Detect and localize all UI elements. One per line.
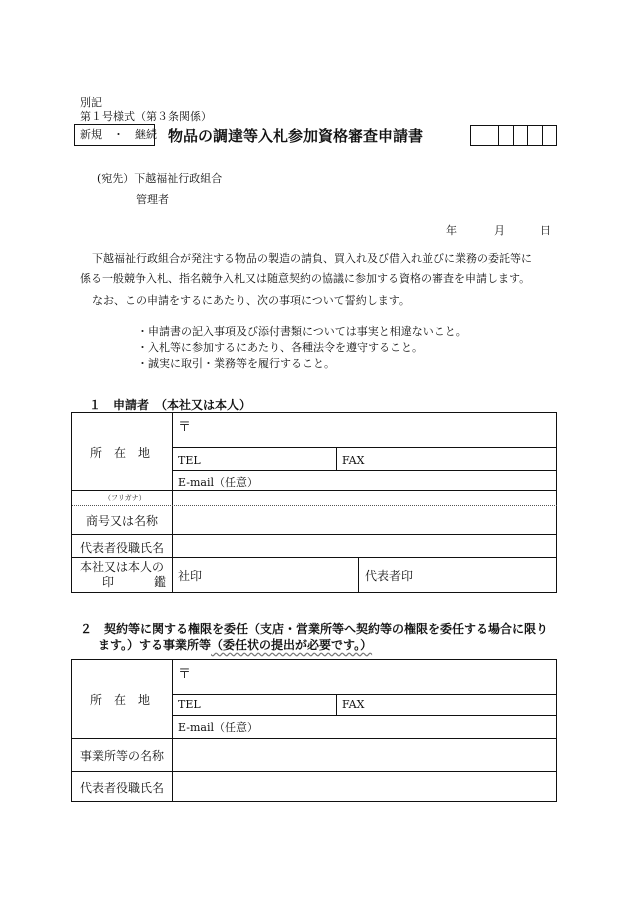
s1-furigana-label: （フリガナ） [104, 494, 146, 502]
s1-representative-label: 代表者役職氏名 [80, 541, 165, 555]
s2-email-field[interactable]: E-mail（任意） [178, 721, 258, 734]
section1-heading: １ 申請者 （本社又は本人） [89, 398, 252, 412]
s2-address-label: 所 在 地 [90, 693, 151, 707]
application-type-text: 新規 ・ 継続 [80, 128, 157, 141]
form-number: 第１号様式（第３条関係） [80, 110, 212, 123]
s2-fax-field[interactable]: FAX [342, 698, 365, 711]
section2-heading-main: ます。）する事業所等 [98, 638, 212, 652]
s2-office-name-label: 事業所等の名称 [80, 749, 165, 763]
applicant-table [71, 412, 557, 593]
s1-company-name-label: 商号又は名称 [86, 514, 159, 528]
section2-delegation-note: （委任状の提出が必要です。） [211, 638, 373, 652]
appendix-label: 別記 [80, 96, 102, 109]
s1-seal-label-in: 印 [102, 575, 115, 589]
addressee-org: (宛先）下越福祉行政組合 [97, 172, 223, 185]
pledge-item-3: ・誠実に取引・業務等を履行すること。 [137, 357, 335, 370]
date-year: 年 [446, 224, 457, 237]
s1-tel-field[interactable]: TEL [178, 454, 201, 467]
s2-representative-label: 代表者役職氏名 [80, 781, 165, 795]
s1-postal-field[interactable]: 〒 [178, 420, 192, 435]
section2-heading-line1: ２ 契約等に関する権限を委任（支店・営業所等へ契約等の権限を委任する場合に限り [80, 622, 549, 636]
s1-fax-field[interactable]: FAX [342, 454, 365, 467]
document-title: 物品の調達等入札参加資格審査申請書 [168, 127, 424, 145]
pledge-item-1: ・申請書の記入事項及び添付書類については事実と相違ないこと。 [137, 325, 467, 338]
pledge-intro: なお、この申請をするにあたり、次の事項について誓約します。 [92, 294, 410, 307]
s2-postal-field[interactable]: 〒 [178, 667, 192, 682]
s1-email-field[interactable]: E-mail（任意） [178, 476, 258, 489]
s1-seal-label-top: 本社又は本人の [80, 560, 165, 574]
company-seal-field[interactable]: 社印 [178, 569, 203, 583]
s2-tel-field[interactable]: TEL [178, 698, 201, 711]
application-statement-line1: 下越福祉行政組合が発注する物品の製造の請負、買入れ及び借入れ並びに業務の委託等に [92, 252, 532, 265]
s1-seal-label-kan: 鑑 [154, 575, 167, 589]
date-month: 月 [494, 224, 505, 237]
addressee-title: 管理者 [136, 193, 169, 206]
section2-heading-line2 [98, 638, 372, 653]
application-type-badge [74, 124, 155, 146]
delegated-office-table [71, 659, 557, 802]
s1-address-label: 所 在 地 [90, 446, 151, 460]
representative-seal-field[interactable]: 代表者印 [365, 569, 414, 583]
application-statement-line2: 係る一般競争入札、指名競争入札又は随意契約の協議に参加する資格の審査を申請します。 [80, 272, 531, 285]
pledge-item-2: ・入札等に参加するにあたり、各種法令を遵守すること。 [137, 341, 423, 354]
reference-number-boxes[interactable] [470, 125, 557, 146]
date-day: 日 [540, 224, 551, 237]
